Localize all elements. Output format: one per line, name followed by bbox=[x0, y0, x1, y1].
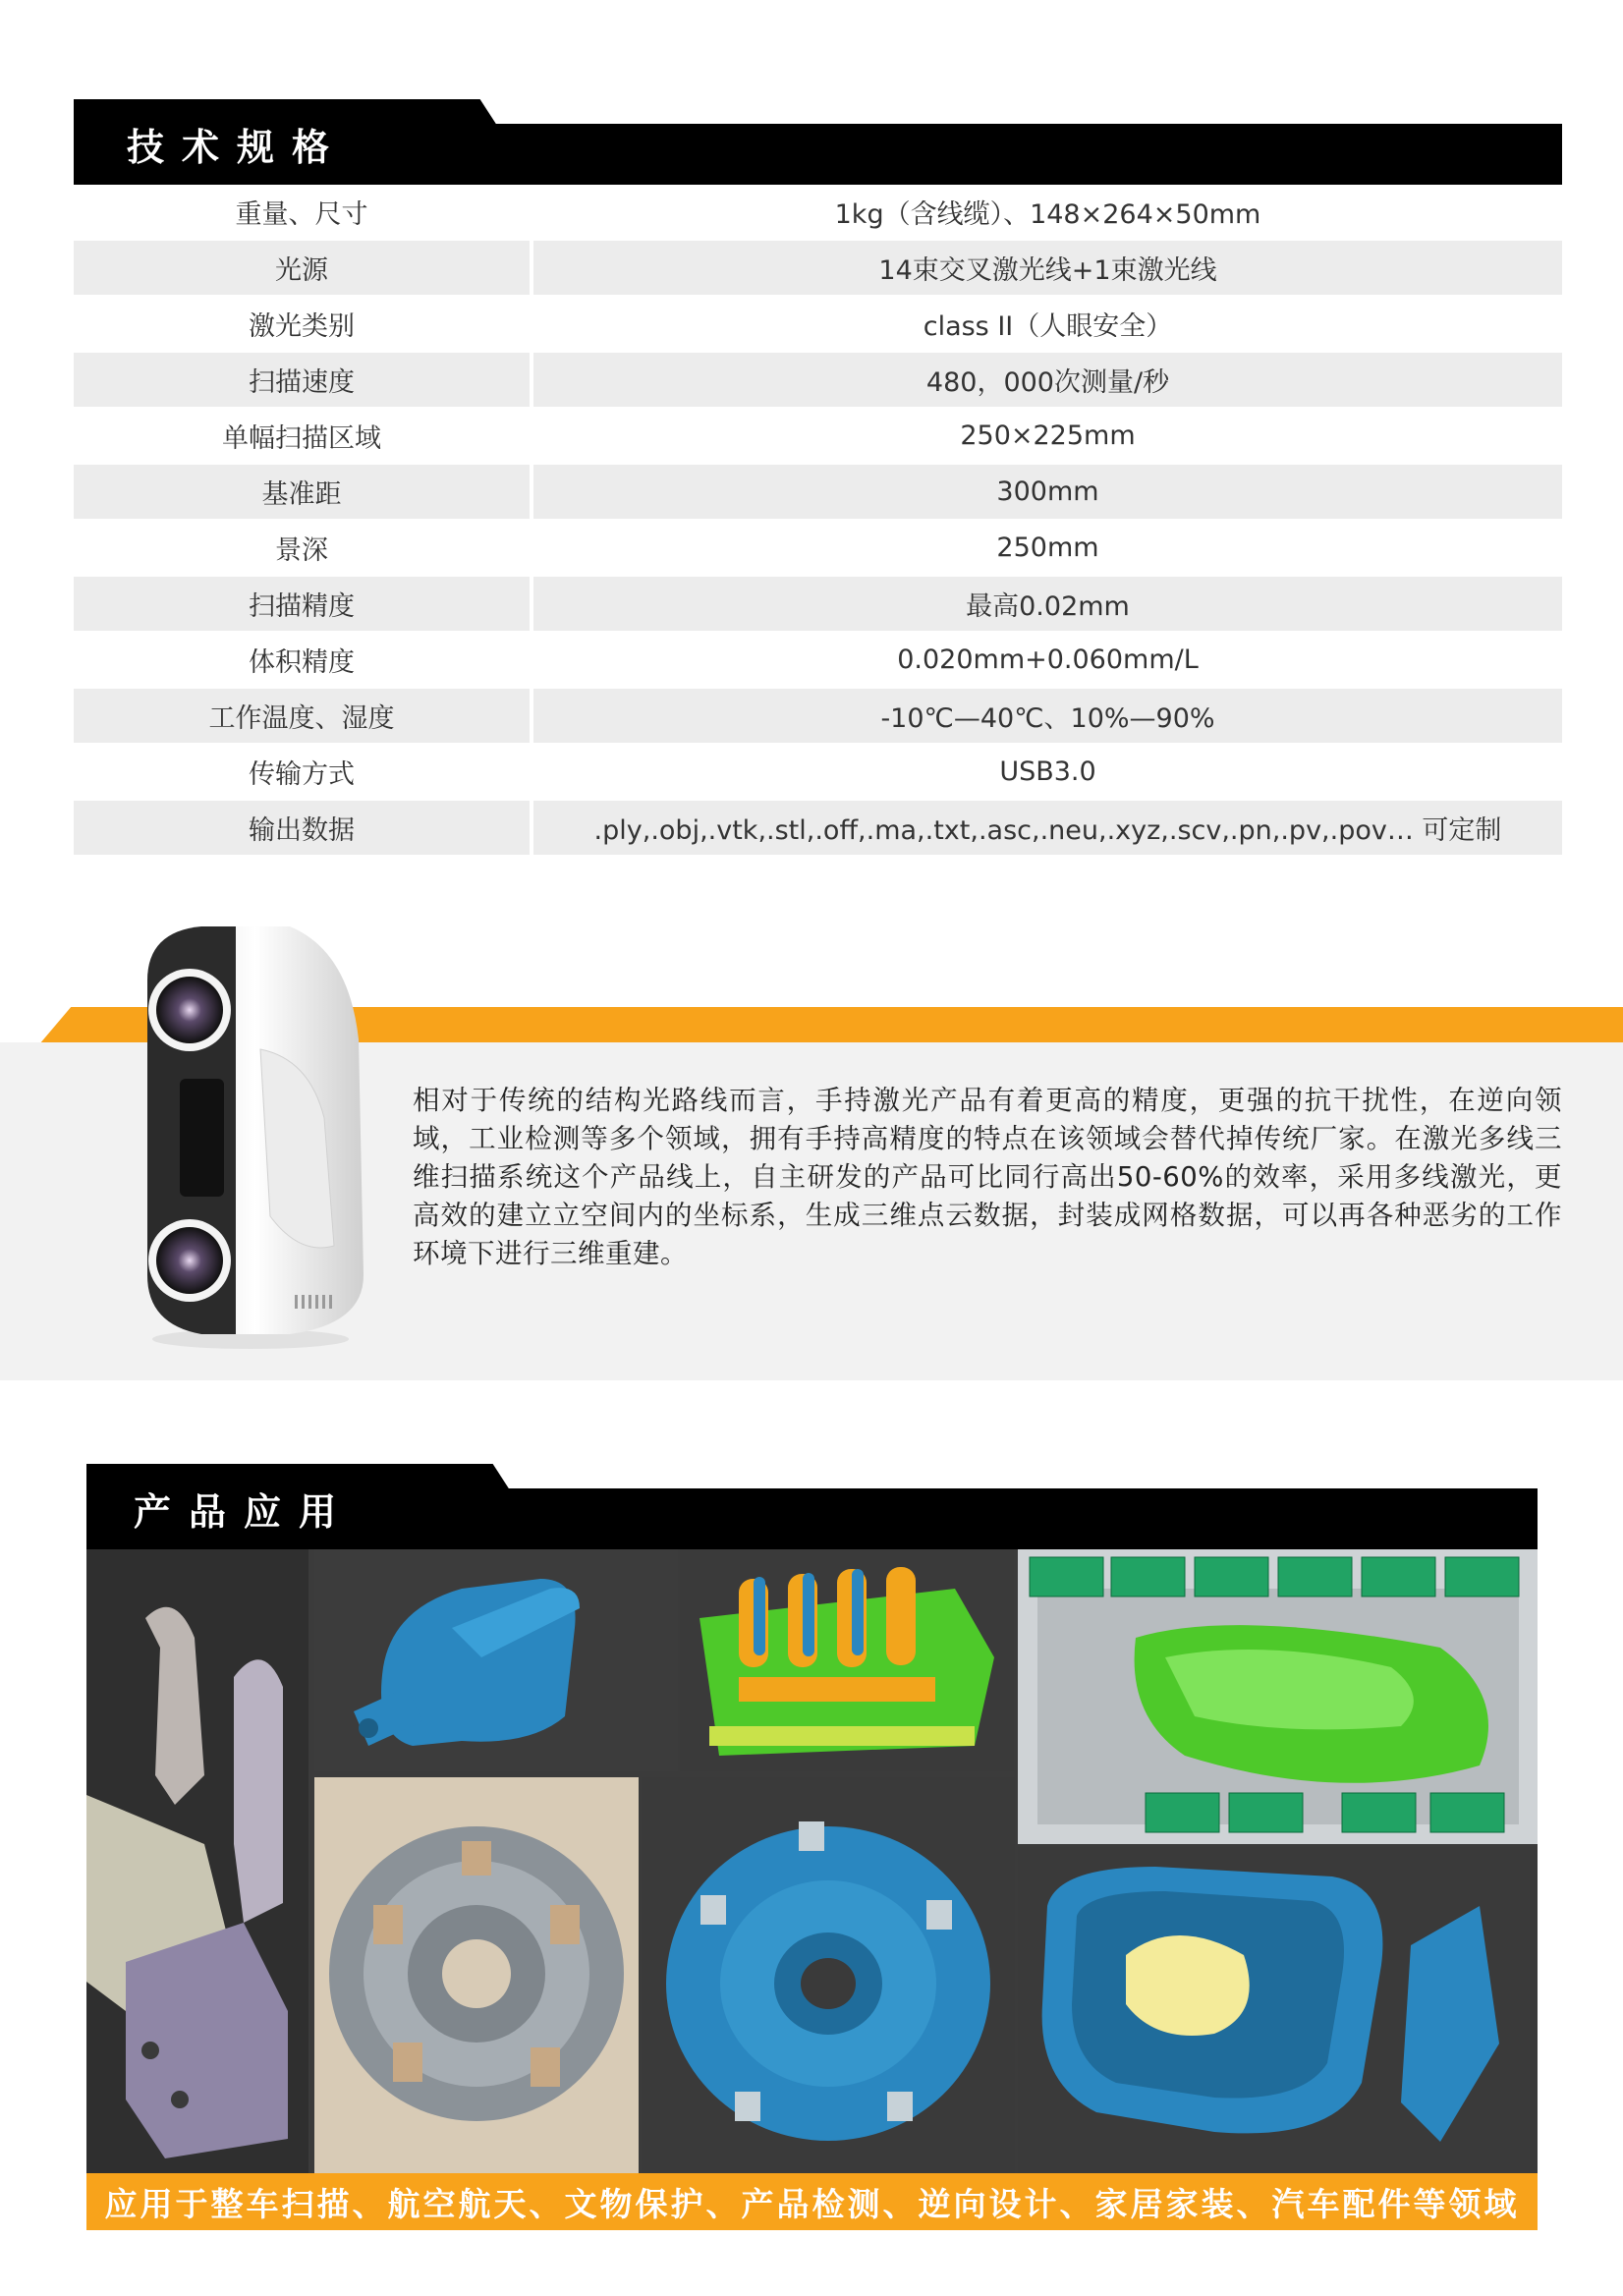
spec-row bbox=[74, 633, 1562, 689]
spec-value: class II（人眼安全） bbox=[923, 311, 1173, 342]
spec-row bbox=[74, 185, 1562, 241]
spec-key: 重量、尺寸 bbox=[235, 199, 368, 230]
spec-table bbox=[74, 185, 1562, 857]
spec-value: 250mm bbox=[996, 532, 1099, 563]
spec-value: -10℃—40℃、10%—90% bbox=[533, 689, 1562, 743]
intro-text: 相对于传统的结构光路线而言，手持激光产品有着更高的精度，更强的抗干扰性，在逆向领域，工业检测等多个领域，拥有手持高精度的特点在该领域会替代掉传统厂家。在激光多线三维扫描系统这个产品线上，自主研发的产品可比同行高出50-60%的效率，采用多线激光，更高效的建立立空间内的坐标系，生成三维点云数据，封装成网格数据，可以再各种恶劣的工作环境下进行三维重建。 bbox=[413, 1085, 1562, 1269]
spec-key: 基准距 bbox=[74, 465, 530, 519]
spec-row bbox=[74, 521, 1562, 577]
spec-key: 激光类别 bbox=[249, 311, 355, 342]
spec-row bbox=[74, 241, 1562, 297]
applications-title: 产品应用 bbox=[134, 1490, 355, 1534]
spec-key: 工作温度、湿度 bbox=[74, 689, 530, 743]
spec-row bbox=[74, 689, 1562, 745]
specs-header bbox=[74, 86, 1562, 185]
spec-key: 单幅扫描区域 bbox=[222, 423, 381, 454]
spec-row bbox=[74, 745, 1562, 801]
scanner-device-image bbox=[142, 922, 368, 1354]
spec-value: USB3.0 bbox=[999, 756, 1096, 787]
spec-key: 扫描精度 bbox=[74, 577, 530, 631]
applications-header bbox=[86, 1451, 1538, 1549]
spec-key: 扫描速度 bbox=[74, 353, 530, 407]
spec-key: 景深 bbox=[275, 535, 328, 566]
spec-value: 1kg（含线缆）、148×264×50mm bbox=[834, 199, 1261, 230]
spec-row bbox=[74, 577, 1562, 633]
spec-row bbox=[74, 409, 1562, 465]
mirror-scan-image bbox=[1018, 1847, 1538, 2173]
intake-manifold-scan-image bbox=[680, 1549, 1014, 1771]
part-photo-image bbox=[314, 1777, 639, 2173]
spec-value: 300mm bbox=[533, 465, 1562, 519]
specs-title: 技术规格 bbox=[127, 126, 348, 169]
spec-key: 体积精度 bbox=[249, 647, 355, 678]
spec-key: 光源 bbox=[74, 241, 530, 295]
spec-key: 输出数据 bbox=[74, 801, 530, 855]
application-gallery bbox=[86, 1549, 1538, 2173]
applications-caption: 应用于整车扫描、航空航天、文物保护、产品检测、逆向设计、家居家装、汽车配件等领域 bbox=[86, 2173, 1538, 2230]
spec-value: 480，000次测量/秒 bbox=[533, 353, 1562, 407]
spec-key: 传输方式 bbox=[249, 759, 355, 790]
spec-row bbox=[74, 353, 1562, 409]
blue-housing-scan-image bbox=[314, 1549, 678, 1771]
spec-row bbox=[74, 801, 1562, 857]
spec-row bbox=[74, 297, 1562, 353]
spec-value: .ply,.obj,.vtk,.stl,.off,.ma,.txt,.asc,.neu,.xyz,.scv,.pn,.pv,.pov… 可定制 bbox=[533, 801, 1562, 855]
spec-value: 最高0.02mm bbox=[533, 577, 1562, 631]
inspection-report-image bbox=[1018, 1549, 1538, 1844]
spec-value: 0.020mm+0.060mm/L bbox=[897, 644, 1199, 675]
spec-value: 14束交叉激光线+1束激光线 bbox=[533, 241, 1562, 295]
exhaust-scan-image bbox=[86, 1549, 308, 2173]
spec-row bbox=[74, 465, 1562, 521]
spec-value: 250×225mm bbox=[960, 420, 1136, 451]
disc-scan-image bbox=[642, 1777, 1015, 2173]
